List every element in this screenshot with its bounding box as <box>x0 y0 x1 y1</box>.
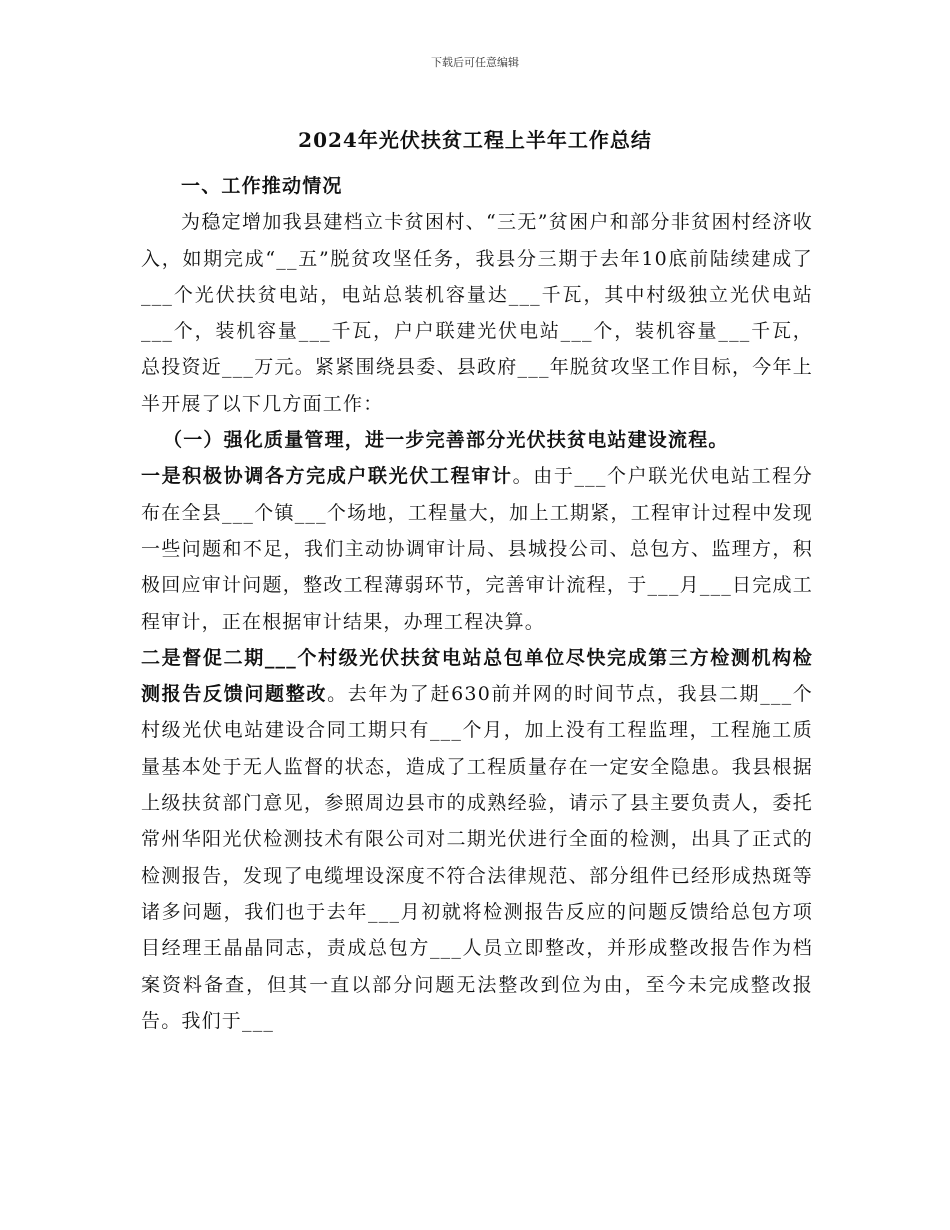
item-2-text: 。去年为了赶630前并网的时间节点，我县二期___个村级光伏电站建设合同工期只有___个月，加上没有工程监理，工程施工质量基本处于无人监督的状态，造成了工程质量存在一定安全隐患。我县根据上级扶贫部门意见，参照周边县市的成熟经验，请示了县主要负责人，委托常州华阳光伏检测技术有限公司对二期光伏进行全面的检测，出具了正式的检测报告，发现了电缆埋设深度不符合法律规范、部分组件已经形成热斑等诸多问题，我们也于去年___月初就将检测报告反应的问题反馈给总包方项目经理王晶晶同志，责成总包方___人员立即整改，并形成整改报告作为档案资料备查，但其一直以部分问题无法整改到位为由，至今未完成整改报告。我们于___ <box>141 683 813 1032</box>
document-body <box>141 168 813 1039</box>
item-2-heading: 二是督促二期___个村级光伏扶贫电站总包单位尽快完成第三方检测机构检测报告反馈问题整改 <box>141 646 813 706</box>
paragraph-item-2 <box>141 640 813 1039</box>
paragraph-intro: 为稳定增加我县建档立卡贫困村、“三无”贫困户和部分非贫困村经济收入，如期完成“__五”脱贫攻坚任务，我县分三期于去年10底前陆续建成了___个光伏扶贫电站，电站总装机容量达___千瓦，其中村级独立光伏电站___个，装机容量___千瓦，户户联建光伏电站___个，装机容量___千瓦，总投资近___万元。紧紧围绕县委、县政府___年脱贫攻坚工作目标，今年上半开展了以下几方面工作： <box>141 211 813 415</box>
item-1-heading: 一是积极协调各方完成户联光伏工程审计 <box>141 465 513 488</box>
page-header-note: 下载后可任意编辑 <box>431 56 519 69</box>
section-heading: 一、工作推动情况 <box>181 175 343 197</box>
paragraph-item-1 <box>141 458 813 639</box>
item-1-text: 。由于___个户联光伏电站工程分布在全县___个镇___个场地，工程量大，加上工期紧，工程审计过程中发现一些问题和不足，我们主动协调审计局、县城投公司、总包方、监理方，积极回应审计问题，整改工程薄弱环节，完善审计流程，于___月___日完成工程审计，正在根据审计结果，办理工程决算。 <box>141 465 814 633</box>
sub-heading: （一）强化质量管理，进一步完善部分光伏扶贫电站建设流程。 <box>163 429 729 452</box>
document-title: 2024年光伏扶贫工程上半年工作总结 <box>298 128 652 152</box>
